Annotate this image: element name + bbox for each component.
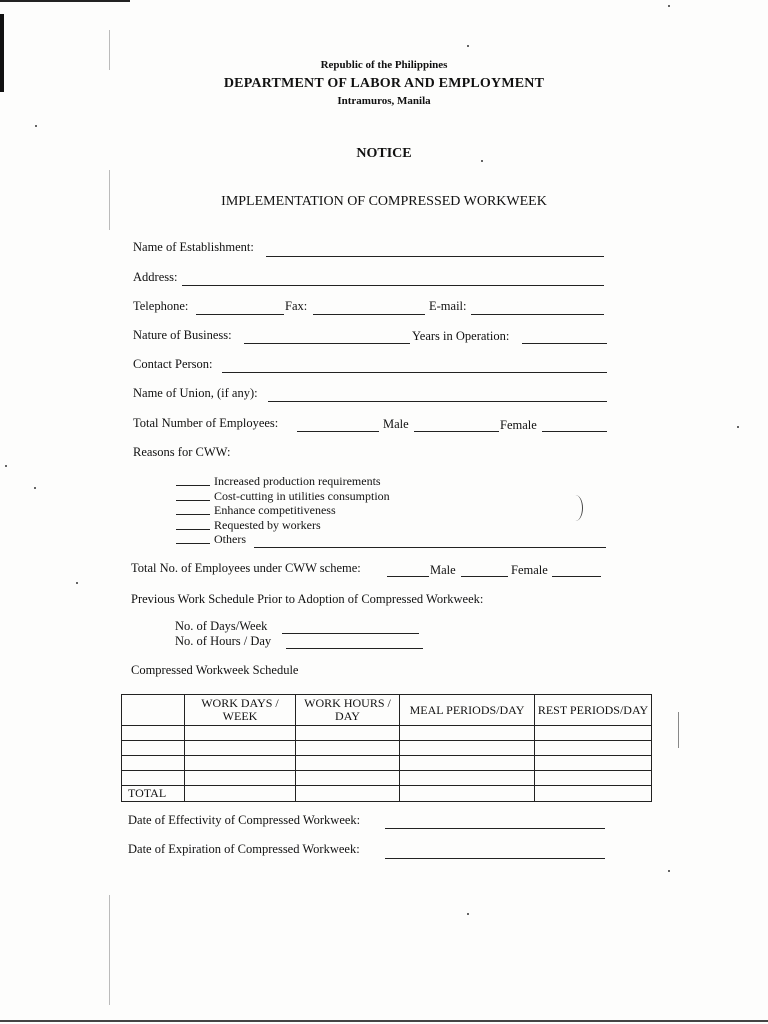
reason-item[interactable] xyxy=(176,489,390,504)
scan-line xyxy=(109,895,110,1005)
female-field[interactable] xyxy=(542,431,607,432)
table-cell[interactable] xyxy=(535,786,652,802)
table-cell[interactable] xyxy=(122,756,185,771)
table-cell[interactable] xyxy=(535,756,652,771)
male-label: Male xyxy=(383,417,409,431)
reason-item[interactable] xyxy=(176,518,390,533)
table-cell[interactable] xyxy=(296,756,400,771)
cww-female-label: Female xyxy=(511,563,548,577)
table-cell[interactable] xyxy=(122,771,185,786)
table-cell[interactable] xyxy=(535,741,652,756)
speck xyxy=(5,465,7,467)
email-label: E-mail: xyxy=(429,299,467,313)
table-cell[interactable] xyxy=(296,771,400,786)
establishment-field[interactable] xyxy=(266,256,604,257)
table-row xyxy=(122,756,652,771)
reason-item[interactable] xyxy=(176,474,390,489)
email-field[interactable] xyxy=(471,314,604,315)
table-cell[interactable] xyxy=(122,741,185,756)
telephone-field[interactable] xyxy=(196,314,284,315)
cww-employees-label: Total No. of Employees under CWW scheme: xyxy=(131,561,361,575)
fax-label: Fax: xyxy=(285,299,308,313)
location-heading: Intramuros, Manila xyxy=(337,95,431,107)
nature-label: Nature of Business: xyxy=(133,328,232,342)
address-label: Address: xyxy=(133,270,178,284)
table-cell[interactable] xyxy=(535,726,652,741)
reason-label: Enhance competitiveness xyxy=(214,503,336,517)
table-row xyxy=(122,726,652,741)
schedule-table xyxy=(121,694,652,802)
years-field[interactable] xyxy=(522,343,607,344)
reason-label: Cost-cutting in utilities consumption xyxy=(214,488,390,503)
hours-per-day-label: No. of Hours / Day xyxy=(175,634,272,648)
contact-field[interactable] xyxy=(222,372,607,373)
table-cell[interactable] xyxy=(296,741,400,756)
expiration-label: Date of Expiration of Compressed Workweek: xyxy=(128,842,360,856)
table-header: WORK DAYS / WEEK xyxy=(185,695,296,726)
total-employees-label: Total Number of Employees: xyxy=(133,416,279,430)
effectivity-label: Date of Effectivity of Compressed Workweek: xyxy=(128,813,361,827)
speck xyxy=(668,870,670,872)
table-header: WORK HOURS / DAY xyxy=(296,695,400,726)
table-cell[interactable] xyxy=(400,726,535,741)
reason-item[interactable] xyxy=(176,503,390,518)
table-cell[interactable] xyxy=(400,741,535,756)
cww-male-label: Male xyxy=(430,563,456,577)
speck xyxy=(467,913,469,915)
reason-item[interactable] xyxy=(176,532,390,547)
previous-schedule-label: Previous Work Schedule Prior to Adoption of Compressed Workweek: xyxy=(131,592,484,606)
table-cell[interactable] xyxy=(185,726,296,741)
republic-heading: Republic of the Philippines xyxy=(320,59,448,71)
total-employees-field[interactable] xyxy=(297,431,379,432)
total-label: TOTAL xyxy=(122,786,185,802)
table-total-row xyxy=(122,786,652,802)
fax-field[interactable] xyxy=(313,314,425,315)
table-cell[interactable] xyxy=(122,726,185,741)
years-label: Years in Operation: xyxy=(412,329,510,343)
table-cell[interactable] xyxy=(296,786,400,802)
speck xyxy=(467,45,469,47)
telephone-label: Telephone: xyxy=(133,299,189,313)
union-label: Name of Union, (if any): xyxy=(133,386,258,400)
nature-field[interactable] xyxy=(244,343,410,344)
reasons-checklist xyxy=(176,474,390,547)
reason-checkbox[interactable] xyxy=(176,532,210,544)
table-cell[interactable] xyxy=(535,771,652,786)
reason-label: Others xyxy=(214,532,246,546)
establishment-label: Name of Establishment: xyxy=(133,240,254,254)
speck xyxy=(34,487,36,489)
table-cell[interactable] xyxy=(185,756,296,771)
speck xyxy=(76,582,78,584)
form-subtitle: IMPLEMENTATION OF COMPRESSED WORKWEEK xyxy=(221,194,547,209)
cww-male-field[interactable] xyxy=(461,576,508,577)
effectivity-field[interactable] xyxy=(385,828,605,829)
scan-edge-bottom xyxy=(0,1020,768,1022)
department-heading: DEPARTMENT OF LABOR AND EMPLOYMENT xyxy=(223,76,545,91)
address-field[interactable] xyxy=(182,285,604,286)
reason-label: Increased production requirements xyxy=(214,474,381,488)
speck xyxy=(737,426,739,428)
reason-checkbox[interactable] xyxy=(176,503,210,515)
table-row xyxy=(122,771,652,786)
others-field[interactable] xyxy=(254,547,606,548)
expiration-field[interactable] xyxy=(385,858,605,859)
scan-line xyxy=(678,712,679,748)
table-row xyxy=(122,741,652,756)
male-field[interactable] xyxy=(414,431,499,432)
table-cell[interactable] xyxy=(400,786,535,802)
female-label: Female xyxy=(500,418,537,432)
hours-per-day-field[interactable] xyxy=(286,648,423,649)
notice-title: NOTICE xyxy=(356,146,412,161)
table-cell[interactable] xyxy=(400,756,535,771)
reason-label: Requested by workers xyxy=(214,517,321,532)
days-per-week-label: No. of Days/Week xyxy=(175,619,268,633)
days-per-week-field[interactable] xyxy=(282,633,419,634)
table-cell[interactable] xyxy=(185,741,296,756)
table-cell[interactable] xyxy=(185,786,296,802)
reason-checkbox[interactable] xyxy=(176,518,210,530)
table-cell[interactable] xyxy=(400,771,535,786)
table-cell[interactable] xyxy=(296,726,400,741)
schedule-caption: Compressed Workweek Schedule xyxy=(131,663,299,677)
union-field[interactable] xyxy=(268,401,607,402)
reasons-label: Reasons for CWW: xyxy=(133,445,231,459)
reason-checkbox[interactable] xyxy=(176,474,210,486)
table-cell[interactable] xyxy=(185,771,296,786)
pen-mark xyxy=(568,495,583,521)
table-header-row xyxy=(122,695,652,726)
cww-total-field[interactable] xyxy=(387,576,429,577)
reason-checkbox[interactable] xyxy=(176,489,210,501)
cww-female-field[interactable] xyxy=(552,576,601,577)
contact-label: Contact Person: xyxy=(133,357,213,371)
table-header: MEAL PERIODS/DAY xyxy=(400,695,535,726)
scan-edge-top xyxy=(0,0,130,2)
speck xyxy=(35,125,37,127)
speck xyxy=(668,5,670,7)
table-header: REST PERIODS/DAY xyxy=(535,695,652,726)
table-header xyxy=(122,695,185,726)
